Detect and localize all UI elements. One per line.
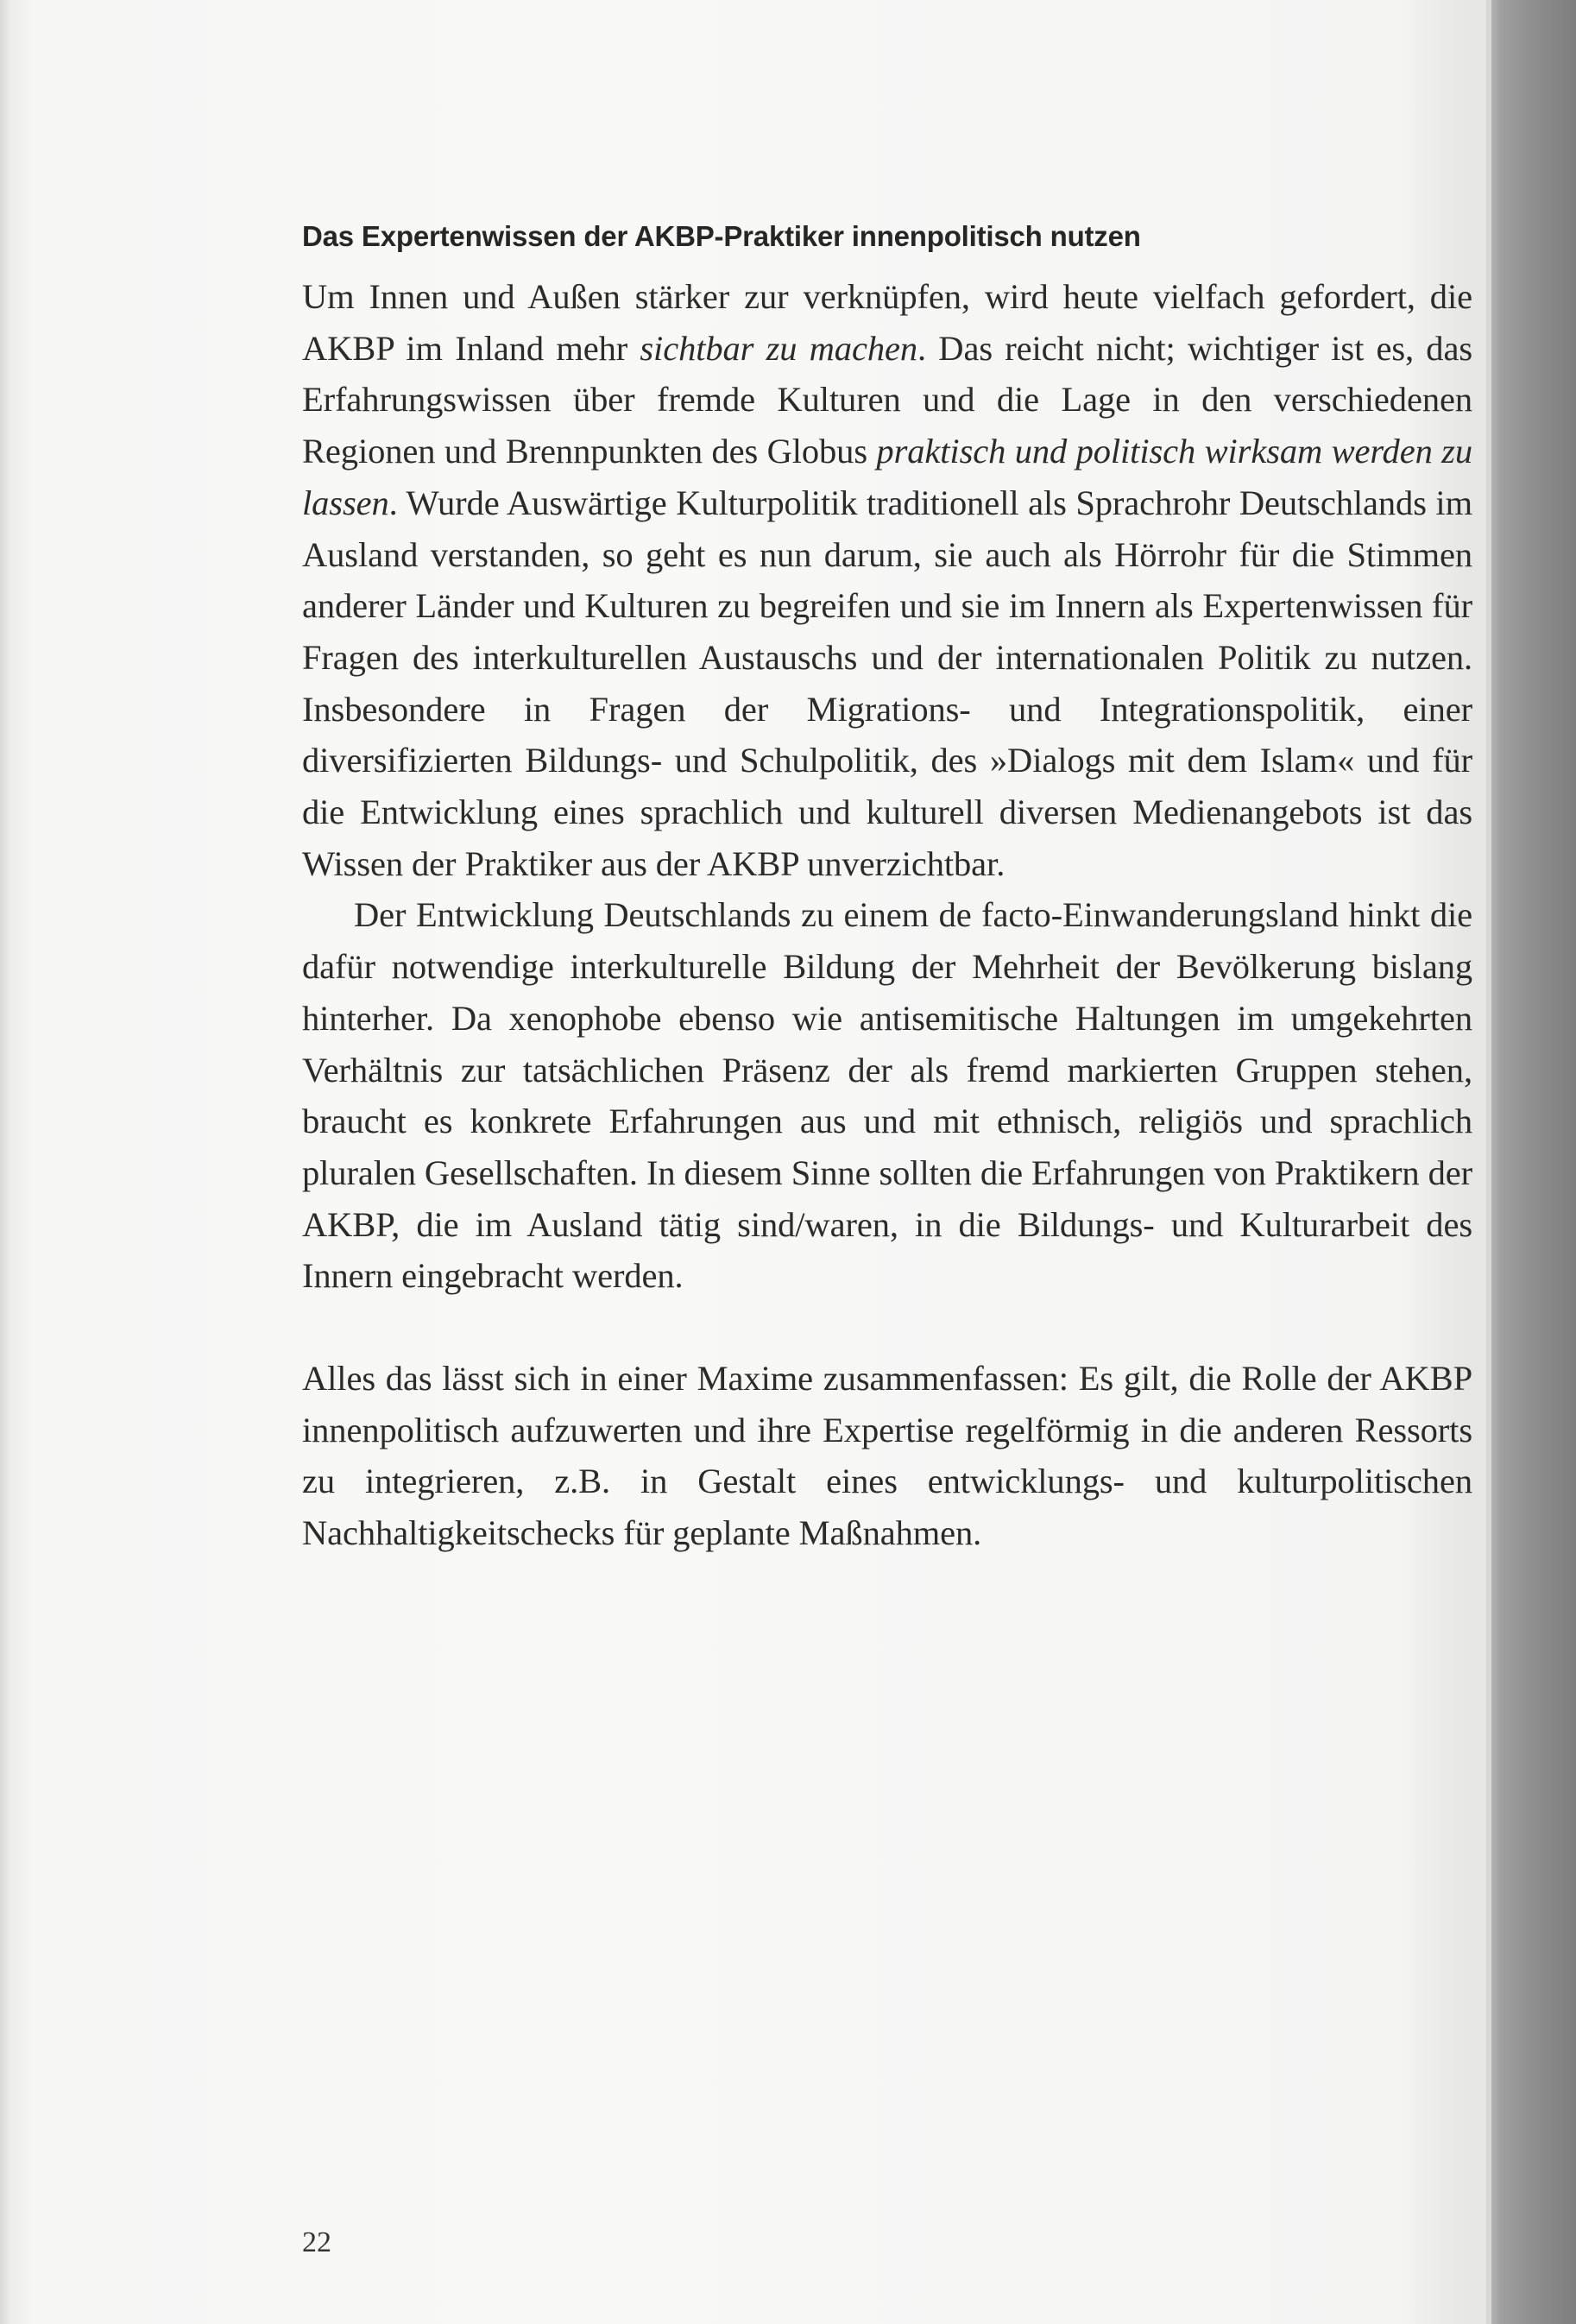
text-run: Um Innen und Außen stärker zur verknüpfen, wird heute vielfach gefordert, die AKBP im Inland mehr: [302, 277, 1472, 368]
paragraph-1: [302, 271, 1472, 889]
adjacent-page-edge: [1486, 0, 1576, 2324]
paragraph-3: [302, 1353, 1472, 1559]
text-run: . Wurde Auswärtige Kulturpolitik traditionell als Sprachrohr Deutschlands im Ausland verstanden, so geht es nun darum, sie auch als Hörrohr für die Stimmen anderer Länder und Kulturen zu begreifen und sie im Innern als Expertenwissen für Fragen des interkulturellen Austauschs und der internationalen Politik zu nutzen. Insbesondere in Fragen der Migrations- und Integrationspolitik, einer diversifizierten Bildungs- und Schulpolitik, des »Dialogs mit dem Islam« und für die Entwicklung eines sprachlich und kulturell diversen Medienangebots ist das Wissen der Praktiker aus der AKBP unverzichtbar.: [302, 483, 1472, 883]
text-run: Alles das lässt sich in einer Maxime zusammenfassen: Es gilt, die Rolle der AKBP innenpolitisch aufzuwerten und ihre Expertise regelförmig in die anderen Ressorts zu integrieren, z.B. in Gestalt eines entwicklungs- und kulturpolitischen Nachhaltigkeitschecks für geplante Maßnahmen.: [302, 1359, 1472, 1553]
emphasized-text: praktisch und politisch wirksam werden zu lassen: [302, 432, 1472, 522]
paragraph-2: [302, 889, 1472, 1302]
text-run: . Das reicht nicht; wichtiger ist es, das Erfahrungswissen über fremde Kulturen und die Lage in den verschiedenen Regionen und Brennpunkten des Globus: [302, 328, 1472, 471]
page-number: 22: [302, 2226, 331, 2258]
page-left-edge: [0, 0, 12, 2324]
section-heading: Das Expertenwissen der AKBP-Praktiker innenpolitisch nutzen: [302, 220, 1141, 252]
emphasized-text: sichtbar zu machen: [640, 328, 918, 368]
text-block: [302, 216, 1472, 1559]
text-run: Der Entwicklung Deutschlands zu einem de facto-Einwanderungsland hinkt die dafür notwendige interkulturelle Bildung der Mehrheit der Bevölkerung bislang hinterher. Da xenophobe ebenso wie antisemitische Haltungen im umgekehrten Verhältnis zur tatsächlichen Präsenz der als fremd markierten Gruppen stehen, braucht es konkrete Erfahrungen aus und mit ethnisch, religiös und sprachlich pluralen Gesellschaften. In diesem Sinne sollten die Erfahrungen von Praktikern der AKBP, die im Ausland tätig sind/waren, in die Bildungs- und Kulturarbeit des Innern eingebracht werden.: [302, 895, 1472, 1296]
